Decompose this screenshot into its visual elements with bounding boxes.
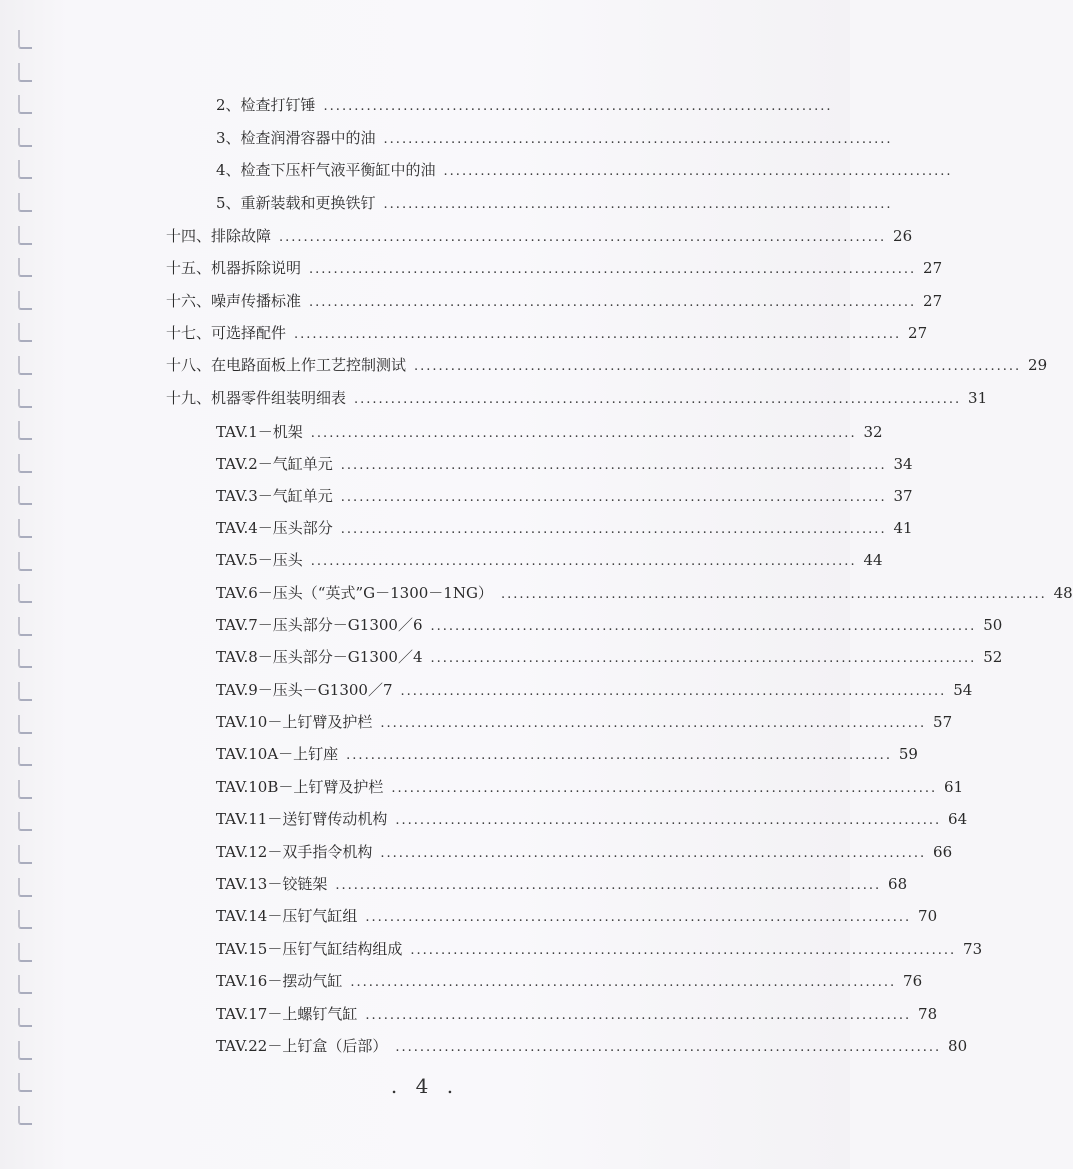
toc-entry-label: TAV.11－送钉臂传动机构: [216, 810, 388, 828]
leader-dots: .........................................................................................: [346, 748, 892, 763]
binding-hole: [18, 258, 32, 277]
binding-hole: [18, 389, 32, 408]
leader-dots: .........................................................................................: [335, 878, 882, 893]
toc-entry: [216, 711, 953, 733]
toc-entry-label: TAV.10B－上钉臂及护栏: [216, 778, 384, 796]
toc-entry-label: 2、检查打钉锤: [216, 96, 316, 114]
toc-entry-label: 5、重新装载和更换铁钉: [216, 194, 376, 212]
leader-dots: .........................................................................................: [410, 943, 957, 958]
binding-hole: [18, 95, 32, 114]
binding-hole: [18, 975, 32, 994]
leader-dots: ...................................................................................: [443, 164, 953, 179]
toc-entry-page: 73: [963, 940, 983, 958]
toc-entry: [166, 225, 913, 247]
leader-dots: ...................................................................................................: [354, 392, 962, 407]
toc-entry-page: 76: [903, 972, 923, 990]
toc-entry-label: TAV.10－上钉臂及护栏: [216, 713, 373, 731]
binding-hole: [18, 812, 32, 831]
leader-dots: ...................................................................................................: [294, 327, 902, 342]
binding-hole: [18, 226, 32, 245]
toc-entry-page: 27: [908, 324, 928, 342]
toc-entry-page: 66: [933, 843, 953, 861]
toc-entry: [216, 646, 1003, 668]
binding-hole: [18, 649, 32, 668]
leader-dots: .........................................................................................: [340, 458, 887, 473]
leader-dots: .........................................................................................: [395, 1040, 942, 1055]
binding-hole: [18, 486, 32, 505]
toc-entry-label: TAV.4－压头部分: [216, 519, 333, 537]
toc-entry: [216, 549, 883, 571]
toc-entry: [216, 679, 973, 701]
leader-dots: .........................................................................................: [340, 490, 887, 505]
toc-entry-page: 64: [948, 810, 968, 828]
toc-entry-label: TAV.9－压头－G1300／7: [216, 681, 393, 699]
toc-entry: [216, 905, 938, 927]
toc-entry-label: TAV.16－摆动气缸: [216, 972, 343, 990]
toc-entry-label: TAV.15－压钉气缸结构组成: [216, 940, 403, 958]
leader-dots: .........................................................................................: [430, 619, 977, 634]
leader-dots: ...................................................................................................: [279, 230, 887, 245]
leader-dots: ...................................................................................: [383, 197, 893, 212]
leader-dots: .........................................................................................: [350, 975, 897, 990]
page-number: . 4 .: [390, 1074, 460, 1098]
toc-entry-page: 50: [983, 616, 1003, 634]
toc-entry-label: TAV.14－压钉气缸组: [216, 907, 358, 925]
leader-dots: .........................................................................................: [310, 426, 857, 441]
leader-dots: .........................................................................................: [400, 684, 947, 699]
toc-entry: [216, 743, 918, 765]
toc-entry-page: 37: [893, 487, 913, 505]
toc-entry: [216, 841, 953, 863]
binding-hole: [18, 519, 32, 538]
toc-entry-label: 3、检查润滑容器中的油: [216, 129, 376, 147]
binding-hole: [18, 552, 32, 571]
binding-hole: [18, 910, 32, 929]
leader-dots: .........................................................................................: [365, 910, 912, 925]
binding-hole: [18, 128, 32, 147]
toc-entry-label: TAV.17－上螺钉气缸: [216, 1005, 358, 1023]
binding-hole: [18, 1106, 32, 1125]
toc-entry-page: 59: [898, 745, 918, 763]
toc-entry: [216, 614, 1003, 636]
toc-entry-label: 4、检查下压杆气液平衡缸中的油: [216, 161, 436, 179]
toc-entry-label: 十六、噪声传播标准: [166, 292, 302, 310]
toc-entry: [216, 485, 913, 507]
toc-entry-page: 68: [888, 875, 908, 893]
toc-entry: [166, 322, 928, 344]
toc-entry: [216, 582, 1073, 604]
binding-hole: [18, 160, 32, 179]
toc-entry: [216, 421, 883, 443]
leader-dots: .........................................................................................: [430, 651, 977, 666]
toc-entry-label: TAV.7－压头部分－G1300／6: [216, 616, 423, 634]
toc-entry: [216, 453, 913, 475]
toc-entry: [216, 1035, 968, 1057]
toc-entry-label: 十五、机器拆除说明: [166, 259, 302, 277]
leader-dots: .........................................................................................: [340, 522, 887, 537]
toc-entry-label: 十八、在电路面板上作工艺控制测试: [166, 356, 407, 374]
toc-entry: [216, 938, 983, 960]
toc-entry: [216, 873, 908, 895]
toc-entry-label: TAV.3－气缸单元: [216, 487, 333, 505]
toc-entry: [216, 808, 968, 830]
binding-hole: [18, 63, 32, 82]
binding-hole: [18, 715, 32, 734]
toc-entry: [166, 257, 943, 279]
toc-entry-page: 44: [863, 551, 883, 569]
toc-entry: [216, 192, 893, 214]
binding-hole: [18, 1008, 32, 1027]
toc-entry-page: 61: [944, 778, 964, 796]
leader-dots: .........................................................................................: [365, 1008, 912, 1023]
binding-hole: [18, 356, 32, 375]
binding-hole: [18, 845, 32, 864]
toc-entry-page: 27: [923, 259, 943, 277]
toc-entry-page: 48: [1053, 584, 1073, 602]
toc-entry-label: TAV.10A－上钉座: [216, 745, 339, 763]
binding-hole: [18, 30, 32, 49]
toc-entry-label: 十七、可选择配件: [166, 324, 287, 342]
toc-entry-label: TAV.12－双手指令机构: [216, 843, 373, 861]
toc-entry: [216, 970, 923, 992]
toc-entry-label: 十四、排除故障: [166, 227, 272, 245]
binding-hole: [18, 682, 32, 701]
toc-entry: [216, 159, 953, 181]
toc-entry: [216, 127, 893, 149]
toc-entry-label: TAV.1－机架: [216, 423, 303, 441]
leader-dots: .........................................................................................: [310, 554, 857, 569]
leader-dots: .........................................................................................: [395, 813, 942, 828]
leader-dots: ...................................................................................: [323, 99, 833, 114]
toc-entry-page: 34: [893, 455, 913, 473]
toc-entry: [216, 94, 833, 116]
binding-hole: [18, 193, 32, 212]
toc-entry-page: 26: [893, 227, 913, 245]
leader-dots: ...................................................................................................: [309, 295, 917, 310]
toc-entry-label: TAV.13－铰链架: [216, 875, 328, 893]
toc-entry-page: 32: [863, 423, 883, 441]
leader-dots: ...................................................................................: [383, 132, 893, 147]
binding-hole: [18, 421, 32, 440]
toc-entry: [166, 354, 1048, 376]
binding-hole: [18, 747, 32, 766]
binding-hole: [18, 943, 32, 962]
binding-hole: [18, 1041, 32, 1060]
toc-entry: [216, 776, 964, 798]
toc-entry: [166, 290, 943, 312]
toc-entry-page: 80: [948, 1037, 968, 1055]
leader-dots: .........................................................................................: [380, 716, 927, 731]
toc-entry-page: 54: [953, 681, 973, 699]
toc-entry: [166, 387, 988, 409]
toc-entry: [216, 1003, 938, 1025]
toc-entry-label: TAV.5－压头: [216, 551, 303, 569]
leader-dots: .........................................................................................: [500, 587, 1047, 602]
toc-entry-label: TAV.22－上钉盒（后部）: [216, 1037, 388, 1055]
leader-dots: .........................................................................................: [391, 781, 938, 796]
toc-entry-page: 78: [918, 1005, 938, 1023]
toc-entry-page: 57: [933, 713, 953, 731]
leader-dots: .........................................................................................: [380, 846, 927, 861]
binding-hole: [18, 878, 32, 897]
toc-entry-label: TAV.6－压头（“英式”G－1300－1NG）: [216, 584, 493, 602]
binding-hole: [18, 323, 32, 342]
binding-hole: [18, 454, 32, 473]
toc-entry-page: 27: [923, 292, 943, 310]
binding-hole: [18, 291, 32, 310]
binding-hole: [18, 617, 32, 636]
toc-entry: [216, 517, 913, 539]
toc-entry-page: 31: [968, 389, 988, 407]
toc-entry-label: TAV.8－压头部分－G1300／4: [216, 648, 423, 666]
binding-hole: [18, 584, 32, 603]
toc-entry-label: TAV.2－气缸单元: [216, 455, 333, 473]
toc-entry-page: 70: [918, 907, 938, 925]
toc-entry-page: 52: [983, 648, 1003, 666]
binding-hole: [18, 780, 32, 799]
toc-entry-label: 十九、机器零件组装明细表: [166, 389, 347, 407]
spiral-binding: [18, 30, 42, 1140]
leader-dots: ...................................................................................................: [414, 359, 1022, 374]
toc-entry-page: 41: [893, 519, 913, 537]
leader-dots: ...................................................................................................: [309, 262, 917, 277]
toc-entry-page: 29: [1028, 356, 1048, 374]
